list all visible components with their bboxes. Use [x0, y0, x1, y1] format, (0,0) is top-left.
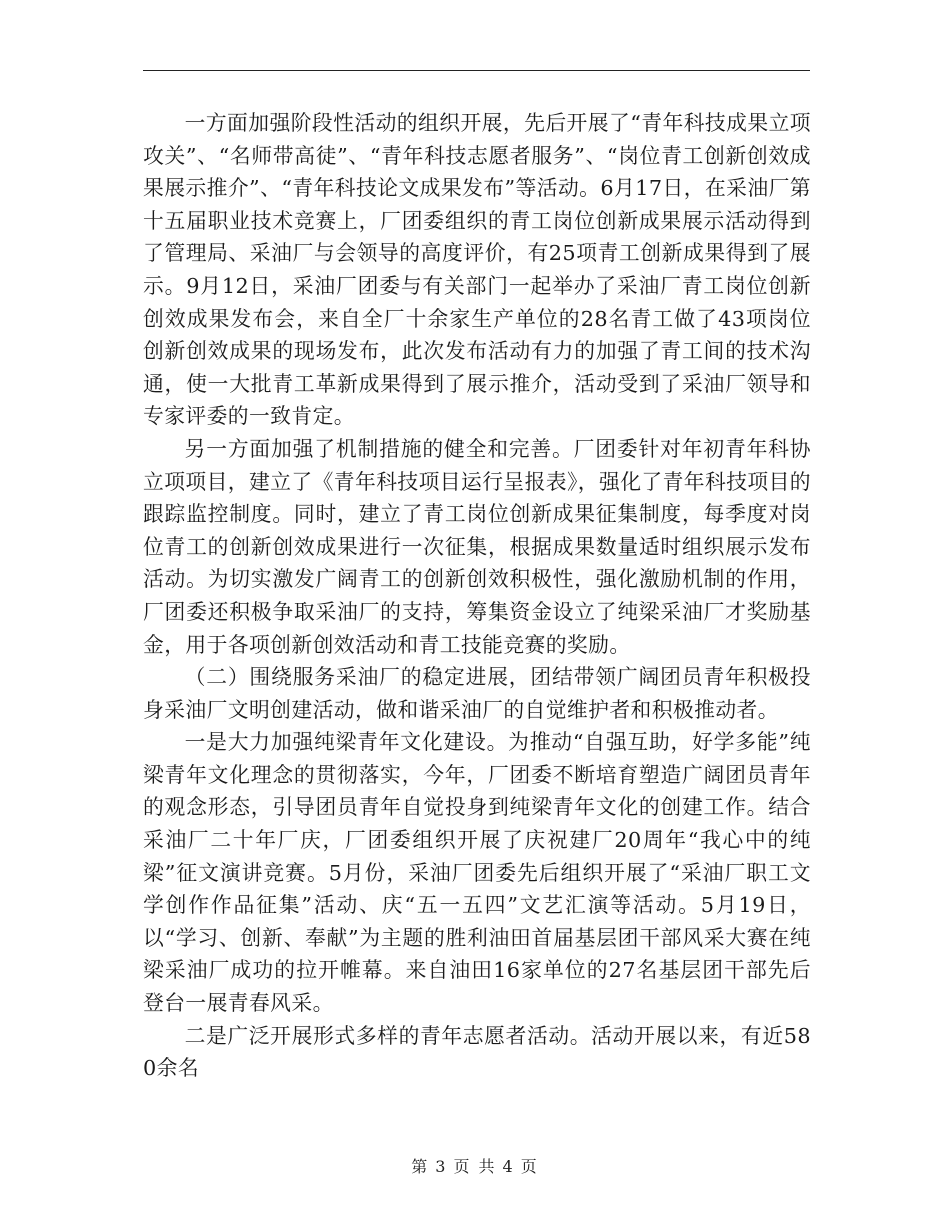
- footer-middle: 页 共: [453, 1157, 497, 1176]
- paragraph-5: 二是广泛开展形式多样的青年志愿者活动。活动开展以来，有近580余名: [143, 1023, 811, 1081]
- paragraph-4: 一是大力加强纯梁青年文化建设。为推动“自强互助，好学多能”纯梁青年文化理念的贯彻落实，今年，厂团委不断培育塑造广阔团员青年的观念形态，引导团员青年自觉投身到纯梁青年文化的创建工作。结合采油厂二十年厂庆，厂团委组织开展了庆祝建厂20周年“我心中的纯梁”征文演讲竞赛。5月份，采油厂团委先后组织开展了“采油厂职工文学创作作品征集”活动、庆“五一五四”文艺汇演等活动。5月19日，以“学习、创新、奉献”为主题的胜利油田首届基层团干部风采大赛在纯梁采油厂成功的拉开帷幕。来自油田16家单位的27名基层团干部先后登台一展青春风采。: [143, 730, 811, 1016]
- paragraph-3: （二）围绕服务采油厂的稳定进展，团结带领广阔团员青年积极投身采油厂文明创建活动，做和谐采油厂的自觉维护者和积极推动者。: [143, 665, 811, 722]
- footer-page-number: 3: [435, 1157, 448, 1176]
- document-body: [143, 107, 811, 1085]
- page-footer: [0, 1154, 950, 1177]
- paragraph-1: 一方面加强阶段性活动的组织开展，先后开展了“青年科技成果立项攻关”、“名师带高徒”、“青年科技志愿者服务”、“岗位青工创新创效成果展示推介”、“青年科技论文成果发布”等活动。6月17日，在采油厂第十五届职业技术竞赛上，厂团委组织的青工岗位创新成果展示活动得到了管理局、采油厂与会领导的高度评价，有25项青工创新成果得到了展示。9月12日，采油厂团委与有关部门一起举办了采油厂青工岗位创新创效成果发布会，来自全厂十余家生产单位的28名青工做了43项岗位创新创效成果的现场发布，此次发布活动有力的加强了青工间的技术沟通，使一大批青工革新成果得到了展示推介，活动受到了采油厂领导和专家评委的一致肯定。: [143, 111, 811, 429]
- footer-prefix: 第: [411, 1157, 430, 1176]
- header-rule: [143, 70, 810, 71]
- footer-total-pages: 4: [502, 1157, 515, 1176]
- footer-suffix: 页: [520, 1157, 539, 1176]
- paragraph-2: 另一方面加强了机制措施的健全和完善。厂团委针对年初青年科协立项项目，建立了《青年科技项目运行呈报表》，强化了青年科技项目的跟踪监控制度。同时，建立了青工岗位创新成果征集制度，每季度对岗位青工的创新创效成果进行一次征集，根据成果数量适时组织展示发布活动。为切实激发广阔青工的创新创效积极性，强化激励机制的作用，厂团委还积极争取采油厂的支持，筹集资金设立了纯梁采油厂才奖励基金，用于各项创新创效活动和青工技能竞赛的奖励。: [143, 436, 811, 657]
